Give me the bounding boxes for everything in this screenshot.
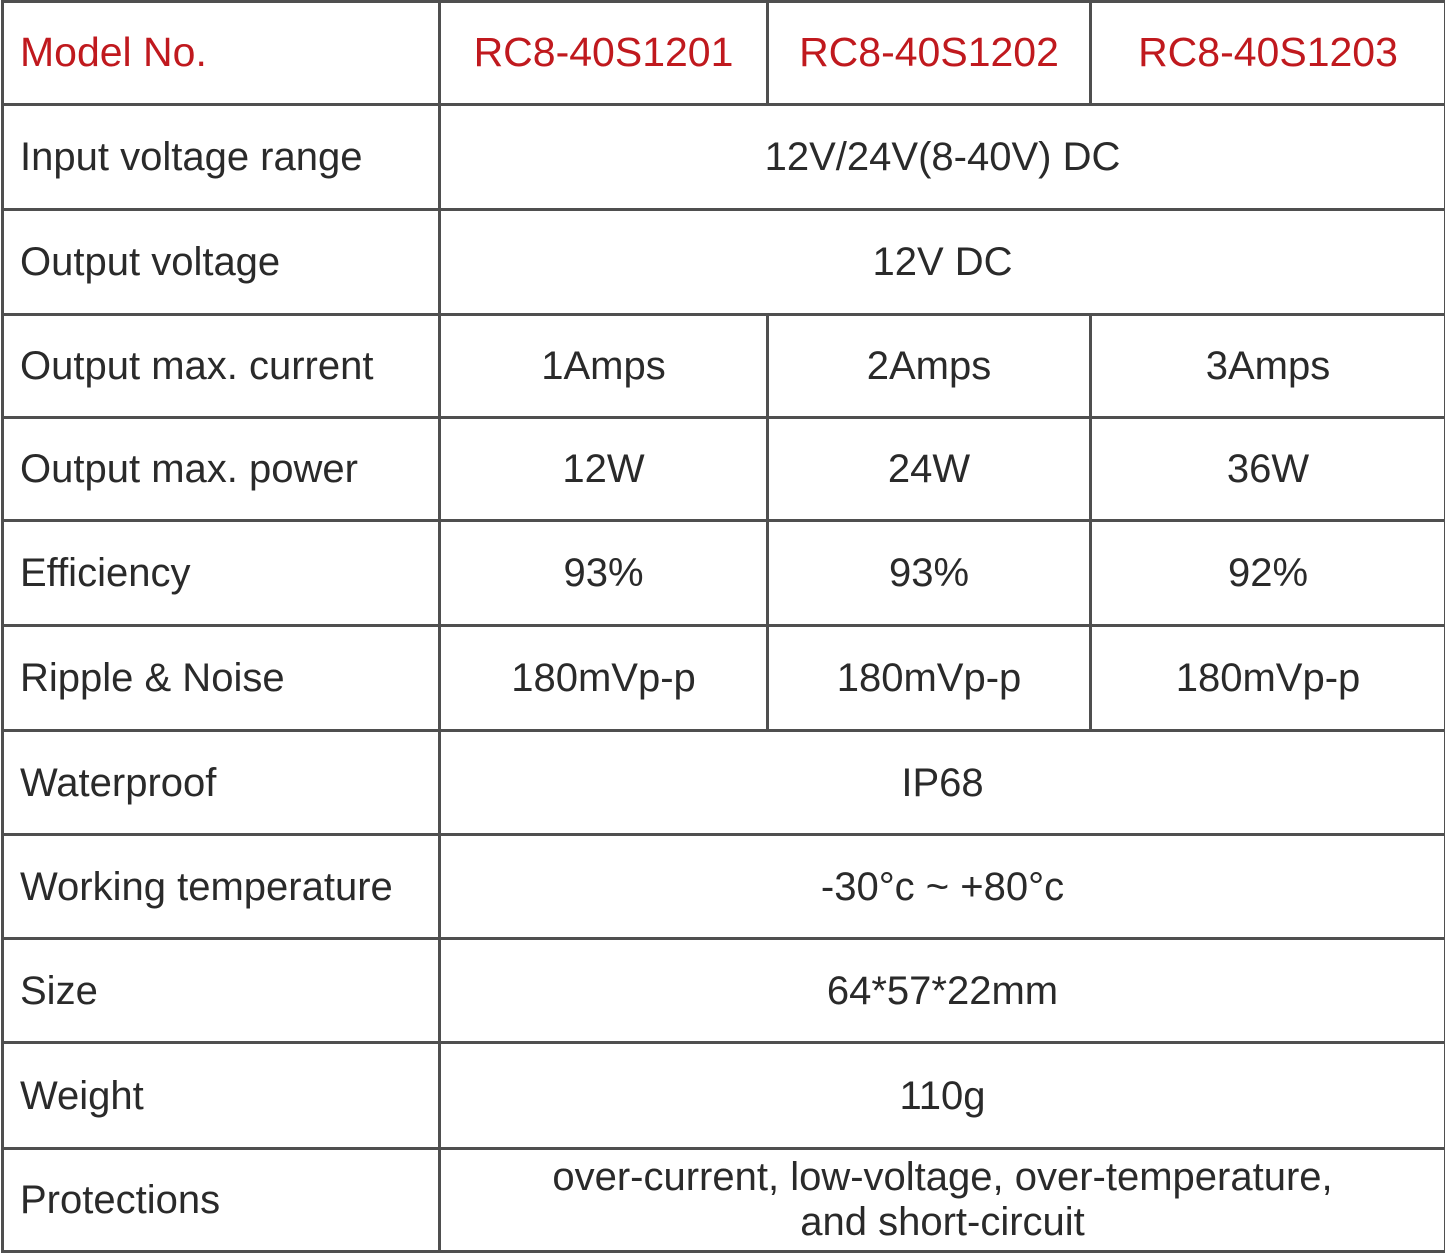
size-row — [3, 939, 1445, 1043]
ripple-label: Ripple & Noise — [3, 626, 440, 731]
waterproof-value: IP68 — [440, 731, 1445, 835]
waterproof-label: Waterproof — [3, 731, 440, 835]
model-1: RC8-40S1201 — [440, 2, 768, 105]
waterproof-row — [3, 731, 1445, 835]
size-value: 64*57*22mm — [440, 939, 1445, 1043]
output-current-value-2: 2Amps — [768, 315, 1091, 418]
efficiency-label: Efficiency — [3, 521, 440, 626]
output-current-value-1: 1Amps — [440, 315, 768, 418]
weight-row — [3, 1043, 1445, 1149]
temperature-label: Working temperature — [3, 835, 440, 939]
size-label: Size — [3, 939, 440, 1043]
protections-row — [3, 1149, 1445, 1252]
output-current-value-3: 3Amps — [1091, 315, 1445, 418]
output-power-value-3: 36W — [1091, 418, 1445, 521]
temperature-row — [3, 835, 1445, 939]
output-current-row — [3, 315, 1445, 418]
output-voltage-value: 12V DC — [440, 210, 1445, 315]
ripple-value-3: 180mVp-p — [1091, 626, 1445, 731]
ripple-value-2: 180mVp-p — [768, 626, 1091, 731]
weight-label: Weight — [3, 1043, 440, 1149]
model-no-label: Model No. — [3, 2, 440, 105]
output-power-value-2: 24W — [768, 418, 1091, 521]
protections-line-1: over-current, low-voltage, over-temperature, — [552, 1155, 1332, 1199]
output-power-row — [3, 418, 1445, 521]
efficiency-value-3: 92% — [1091, 521, 1445, 626]
model-3: RC8-40S1203 — [1091, 2, 1445, 105]
output-current-label: Output max. current — [3, 315, 440, 418]
output-voltage-label: Output voltage — [3, 210, 440, 315]
ripple-value-1: 180mVp-p — [440, 626, 768, 731]
model-2: RC8-40S1202 — [768, 2, 1091, 105]
weight-value: 110g — [440, 1043, 1445, 1149]
efficiency-row — [3, 521, 1445, 626]
input-voltage-value: 12V/24V(8-40V) DC — [440, 105, 1445, 210]
protections-label: Protections — [3, 1149, 440, 1252]
input-voltage-row — [3, 105, 1445, 210]
efficiency-value-2: 93% — [768, 521, 1091, 626]
protections-line-2: and short-circuit — [800, 1200, 1085, 1244]
input-voltage-label: Input voltage range — [3, 105, 440, 210]
output-voltage-row — [3, 210, 1445, 315]
spec-table — [1, 0, 1445, 1253]
protections-value — [440, 1149, 1445, 1252]
header-row — [3, 2, 1445, 105]
temperature-value: -30°c ~ +80°c — [440, 835, 1445, 939]
output-power-value-1: 12W — [440, 418, 768, 521]
output-power-label: Output max. power — [3, 418, 440, 521]
efficiency-value-1: 93% — [440, 521, 768, 626]
ripple-row — [3, 626, 1445, 731]
